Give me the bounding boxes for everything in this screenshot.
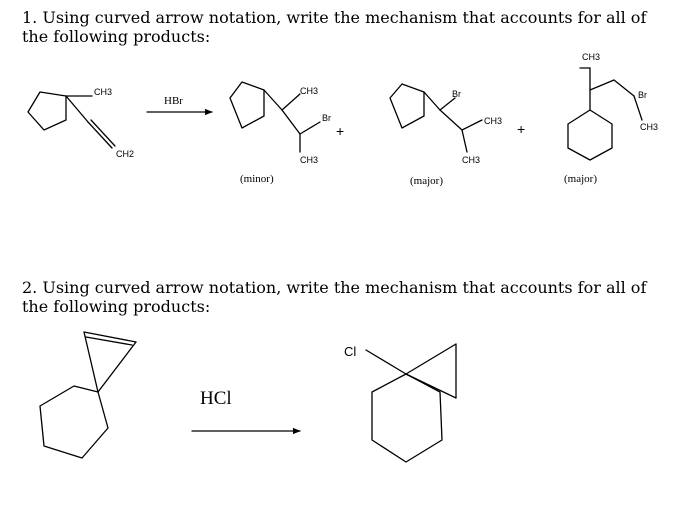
note-major-1: (major) bbox=[410, 175, 443, 187]
p2-br-label: Br bbox=[452, 89, 461, 99]
product-3-major bbox=[568, 52, 658, 160]
reagent-hcl: HCl bbox=[200, 388, 232, 409]
plus-sign-2: + bbox=[517, 121, 526, 137]
starting-material-1 bbox=[28, 87, 134, 159]
reagent-hbr: HBr bbox=[164, 95, 183, 107]
p2-ch3-right-label: CH3 bbox=[484, 116, 503, 126]
product-4 bbox=[344, 344, 456, 462]
product-2-major bbox=[390, 84, 502, 165]
question-1-number: 1. bbox=[22, 8, 38, 27]
plus-sign-1: + bbox=[336, 123, 345, 139]
starting-material-2 bbox=[40, 332, 136, 458]
p3-br-label: Br bbox=[638, 90, 647, 100]
product-1-minor bbox=[230, 82, 331, 165]
p3-ch3-right-label: CH3 bbox=[640, 122, 659, 132]
p1-br-label: Br bbox=[322, 113, 331, 123]
p1-ch3-top-label: CH3 bbox=[300, 86, 319, 96]
question-2-text: Using curved arrow notation, write the mechanism that accounts for all of the following products: bbox=[22, 278, 647, 316]
p1-ch3-bottom-label: CH3 bbox=[300, 155, 319, 165]
sm-ch2-label: CH2 bbox=[116, 149, 135, 159]
note-major-2: (major) bbox=[564, 173, 597, 185]
p2-ch3-bottom-label: CH3 bbox=[462, 155, 481, 165]
p3-ch3-top-label: CH3 bbox=[582, 52, 601, 62]
question-2-number: 2. bbox=[22, 278, 38, 297]
sm-ch3-label: CH3 bbox=[94, 87, 113, 97]
question-1-text: Using curved arrow notation, write the mechanism that accounts for all of the following products: bbox=[22, 8, 647, 46]
p4-cl-label: Cl bbox=[344, 344, 357, 359]
note-minor: (minor) bbox=[240, 173, 274, 185]
